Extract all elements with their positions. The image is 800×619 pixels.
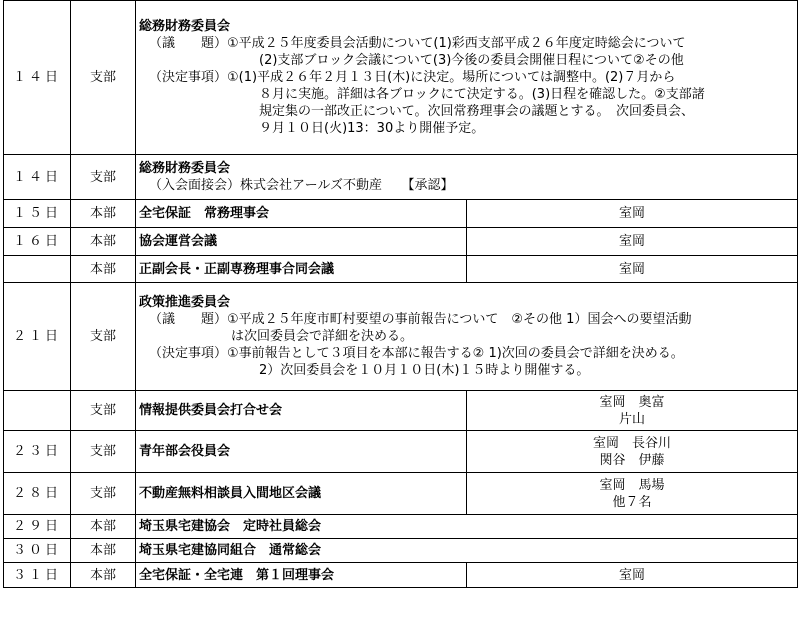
- day-cell: １４日: [4, 155, 71, 200]
- day-cell: ２８日: [4, 473, 71, 515]
- meeting-title: 協会運営会議: [136, 228, 467, 256]
- detail-line: 2）次回委員会を１０月１０日(木)１５時より開催する。: [259, 363, 590, 378]
- meeting-title: 政策推進委員会: [139, 295, 231, 310]
- day-cell: １５日: [4, 200, 71, 228]
- detail-line: （入会面接会）株式会社アールズ不動産 【承認】: [149, 178, 454, 193]
- table-row: [4, 473, 798, 515]
- day-cell: ２３日: [4, 431, 71, 473]
- detail-line: (2)支部ブロック会議について(3)今後の委員会開催日程について②その他: [259, 53, 684, 68]
- detail-line: （決定事項）①事前報告として３項目を本部に報告する② 1)次回の委員会で詳細を決める。: [149, 346, 684, 361]
- detail-line: は次回委員会で詳細を決める。: [231, 329, 414, 344]
- org-cell: 本部: [71, 228, 136, 256]
- staff-cell: [467, 391, 798, 431]
- schedule-table: [3, 0, 798, 588]
- org-cell: 本部: [71, 515, 136, 539]
- meeting-title: 埼玉県宅建協会 定時社員総会: [136, 515, 798, 539]
- day-cell: １４日: [4, 1, 71, 155]
- detail-line: ８月に実施。詳細は各ブロックにて決定する。(3)日程を確認した。②支部諸: [259, 87, 705, 102]
- staff-cell: [467, 431, 798, 473]
- description-cell: [136, 283, 798, 391]
- meeting-title: 情報提供委員会打合せ会: [136, 391, 467, 431]
- detail-line: ９月１０日(火)13：30より開催予定。: [259, 121, 485, 136]
- description-cell: [136, 1, 798, 155]
- org-cell: 本部: [71, 256, 136, 283]
- meeting-title: 正副会長・正副専務理事合同会議: [136, 256, 467, 283]
- org-cell: 支部: [71, 473, 136, 515]
- day-cell: ２１日: [4, 283, 71, 391]
- day-cell: ３０日: [4, 539, 71, 563]
- detail-line: （議 題）①平成２５年度市町村要望の事前報告について ②その他 1）国会への要望活動: [149, 312, 692, 327]
- table-row: [4, 1, 798, 155]
- meeting-title: 青年部会役員会: [136, 431, 467, 473]
- staff-line: 関谷 伊藤: [599, 452, 665, 468]
- org-cell: 本部: [71, 539, 136, 563]
- meeting-title: 総務財務委員会: [139, 161, 231, 176]
- org-cell: 支部: [71, 283, 136, 391]
- table-row: [4, 563, 798, 588]
- staff-line: 室岡 奥富: [599, 394, 665, 410]
- table-row: [4, 391, 798, 431]
- staff-cell: [467, 473, 798, 515]
- staff-cell: 室岡: [467, 256, 798, 283]
- table-row: [4, 431, 798, 473]
- staff-line: 片山: [618, 411, 645, 427]
- day-cell: １６日: [4, 228, 71, 256]
- table-row: [4, 283, 798, 391]
- table-row: [4, 515, 798, 539]
- table-row: [4, 256, 798, 283]
- meeting-title: 総務財務委員会: [139, 19, 231, 34]
- org-cell: 支部: [71, 391, 136, 431]
- table-row: [4, 200, 798, 228]
- org-cell: 本部: [71, 200, 136, 228]
- detail-line: （議 題）①平成２５年度委員会活動について(1)彩西支部平成２６年度定時総会について: [149, 36, 686, 51]
- description-cell: [136, 155, 798, 200]
- meeting-title: 全宅保証・全宅連 第１回理事会: [136, 563, 467, 588]
- day-cell: [4, 391, 71, 431]
- org-cell: 支部: [71, 1, 136, 155]
- org-cell: 本部: [71, 563, 136, 588]
- staff-cell: 室岡: [467, 563, 798, 588]
- meeting-title: 不動産無料相談員入間地区会議: [136, 473, 467, 515]
- day-cell: [4, 256, 71, 283]
- staff-line: 室岡 長谷川: [592, 435, 671, 451]
- staff-line: 室岡 馬場: [599, 477, 665, 493]
- table-row: [4, 539, 798, 563]
- staff-cell: 室岡: [467, 200, 798, 228]
- detail-line: 規定集の一部改正について。次回常務理事会の議題とする。 次回委員会、: [259, 104, 694, 119]
- meeting-title: 全宅保証 常務理事会: [136, 200, 467, 228]
- detail-line: （決定事項）①(1)平成２６年２月１３日(木)に決定。場所については調整中。(2)７月から: [149, 70, 676, 85]
- meeting-title: 埼玉県宅建協同組合 通常総会: [136, 539, 798, 563]
- staff-cell: 室岡: [467, 228, 798, 256]
- org-cell: 支部: [71, 155, 136, 200]
- table-row: [4, 228, 798, 256]
- day-cell: ３１日: [4, 563, 71, 588]
- org-cell: 支部: [71, 431, 136, 473]
- day-cell: ２９日: [4, 515, 71, 539]
- staff-line: 他７名: [612, 494, 652, 510]
- table-row: [4, 155, 798, 200]
